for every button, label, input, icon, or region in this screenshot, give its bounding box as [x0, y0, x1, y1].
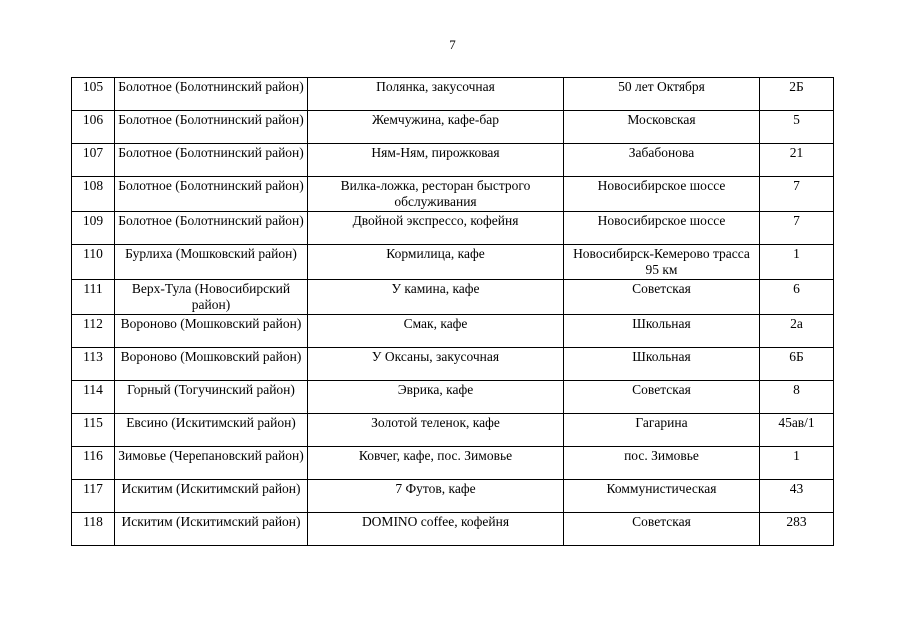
row-number-cell: 114 — [72, 381, 115, 414]
establishment-name-cell: У камина, кафе — [308, 280, 564, 315]
street-cell: Школьная — [564, 315, 760, 348]
establishment-name-cell: DOMINO coffee, кофейня — [308, 513, 564, 546]
table-row — [72, 480, 834, 513]
house-number-cell: 45ав/1 — [760, 414, 834, 447]
page-number: 7 — [449, 37, 456, 52]
street-cell: Московская — [564, 111, 760, 144]
establishment-name-cell: Золотой теленок, кафе — [308, 414, 564, 447]
locality-cell: Вороново (Мошковский район) — [115, 348, 308, 381]
row-number-cell: 117 — [72, 480, 115, 513]
establishment-name-cell: Эврика, кафе — [308, 381, 564, 414]
establishment-name-cell: Смак, кафе — [308, 315, 564, 348]
house-number-cell: 5 — [760, 111, 834, 144]
street-cell: Новосибирск-Кемерово трасса 95 км — [564, 245, 760, 280]
locality-cell: Искитим (Искитимский район) — [115, 513, 308, 546]
locality-cell: Болотное (Болотнинский район) — [115, 144, 308, 177]
house-number-cell: 7 — [760, 212, 834, 245]
locality-cell: Зимовье (Черепановский район) — [115, 447, 308, 480]
row-number-cell: 113 — [72, 348, 115, 381]
house-number-cell: 43 — [760, 480, 834, 513]
street-cell: Забабонова — [564, 144, 760, 177]
establishment-name-cell: Вилка-ложка, ресторан быстрого обслуживания — [308, 177, 564, 212]
table-row — [72, 513, 834, 546]
table-body — [72, 78, 834, 546]
locality-cell: Болотное (Болотнинский район) — [115, 177, 308, 212]
table-row — [72, 111, 834, 144]
row-number-cell: 111 — [72, 280, 115, 315]
street-cell: Советская — [564, 381, 760, 414]
street-cell: Новосибирское шоссе — [564, 212, 760, 245]
table-row — [72, 447, 834, 480]
street-cell: Школьная — [564, 348, 760, 381]
locality-cell: Вороново (Мошковский район) — [115, 315, 308, 348]
row-number-cell: 112 — [72, 315, 115, 348]
table-row — [72, 381, 834, 414]
street-cell: 50 лет Октября — [564, 78, 760, 111]
house-number-cell: 283 — [760, 513, 834, 546]
house-number-cell: 7 — [760, 177, 834, 212]
house-number-cell: 2Б — [760, 78, 834, 111]
establishment-name-cell: Полянка, закусочная — [308, 78, 564, 111]
establishment-name-cell: Двойной экспрессо, кофейня — [308, 212, 564, 245]
locality-cell: Верх-Тула (Новосибирский район) — [115, 280, 308, 315]
table-row — [72, 348, 834, 381]
establishment-name-cell: Ням-Ням, пирожковая — [308, 144, 564, 177]
row-number-cell: 115 — [72, 414, 115, 447]
row-number-cell: 106 — [72, 111, 115, 144]
locality-cell: Бурлиха (Мошковский район) — [115, 245, 308, 280]
table-row — [72, 144, 834, 177]
row-number-cell: 107 — [72, 144, 115, 177]
establishment-name-cell: 7 Футов, кафе — [308, 480, 564, 513]
establishment-name-cell: Жемчужина, кафе-бар — [308, 111, 564, 144]
row-number-cell: 118 — [72, 513, 115, 546]
house-number-cell: 6Б — [760, 348, 834, 381]
establishment-name-cell: У Оксаны, закусочная — [308, 348, 564, 381]
house-number-cell: 21 — [760, 144, 834, 177]
locality-cell: Искитим (Искитимский район) — [115, 480, 308, 513]
table-row — [72, 315, 834, 348]
table-row — [72, 280, 834, 315]
street-cell: Советская — [564, 513, 760, 546]
table-row — [72, 78, 834, 111]
row-number-cell: 105 — [72, 78, 115, 111]
street-cell: Коммунистическая — [564, 480, 760, 513]
house-number-cell: 8 — [760, 381, 834, 414]
locality-cell: Болотное (Болотнинский район) — [115, 212, 308, 245]
street-cell: Новосибирское шоссе — [564, 177, 760, 212]
house-number-cell: 1 — [760, 447, 834, 480]
establishment-name-cell: Ковчег, кафе, пос. Зимовье — [308, 447, 564, 480]
row-number-cell: 110 — [72, 245, 115, 280]
locality-cell: Болотное (Болотнинский район) — [115, 78, 308, 111]
locality-cell: Евсино (Искитимский район) — [115, 414, 308, 447]
locality-cell: Болотное (Болотнинский район) — [115, 111, 308, 144]
street-cell: пос. Зимовье — [564, 447, 760, 480]
street-cell: Гагарина — [564, 414, 760, 447]
establishment-name-cell: Кормилица, кафе — [308, 245, 564, 280]
row-number-cell: 116 — [72, 447, 115, 480]
locality-cell: Горный (Тогучинский район) — [115, 381, 308, 414]
row-number-cell: 109 — [72, 212, 115, 245]
house-number-cell: 6 — [760, 280, 834, 315]
table-row — [72, 245, 834, 280]
street-cell: Советская — [564, 280, 760, 315]
row-number-cell: 108 — [72, 177, 115, 212]
table-row — [72, 414, 834, 447]
house-number-cell: 2а — [760, 315, 834, 348]
table-row — [72, 212, 834, 245]
table-row — [72, 177, 834, 212]
house-number-cell: 1 — [760, 245, 834, 280]
establishments-table — [71, 77, 834, 546]
